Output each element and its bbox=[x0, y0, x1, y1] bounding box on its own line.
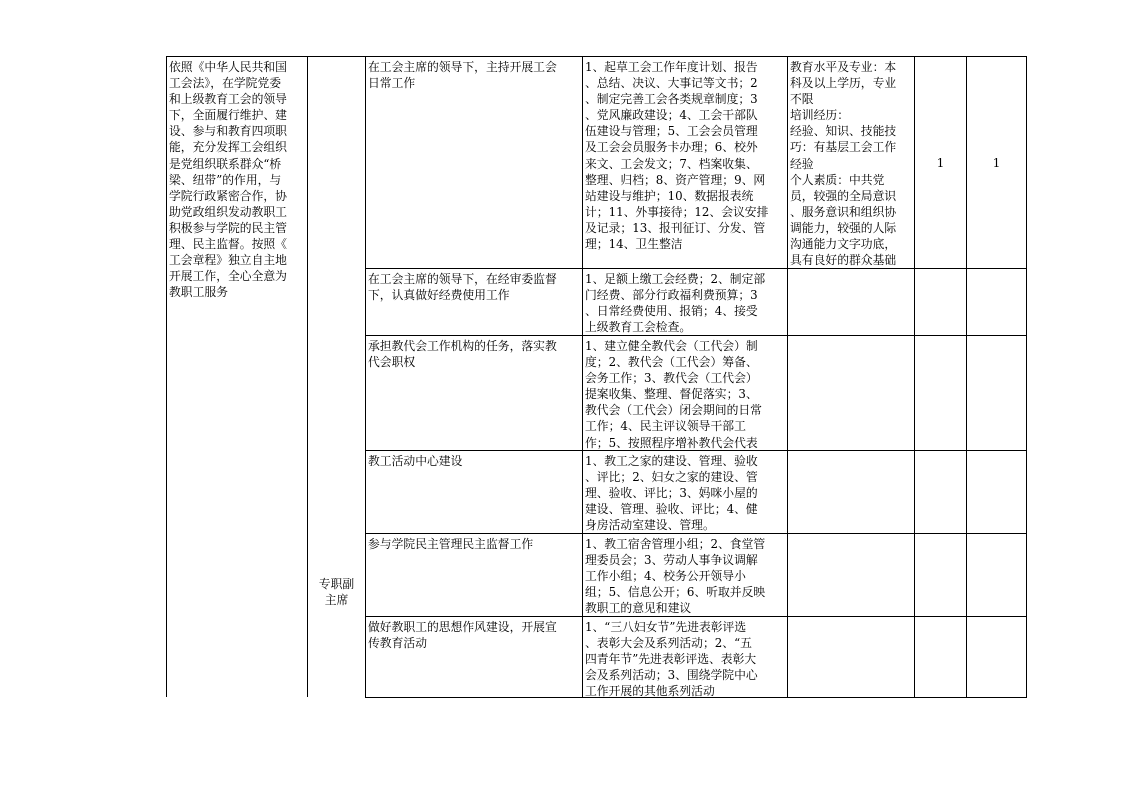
tasks-cell: 1、教工宿舍管理小组；2、食堂管 理委员会；3、劳动人事争议调解 工作小组；4、校务公开领导小 组；5、信息公开；6、听取并反映 教职工的意见和建议 bbox=[585, 537, 766, 616]
duty-cell: 在工会主席的领导下，在经审委监督 下，认真做好经费使用工作 bbox=[368, 272, 557, 303]
tasks-cell: 1、足额上缴工会经费；2、制定部 门经费、部分行政福利费预算；3 、日常经费使用、报销；4、接受 上级教育工会检查。 bbox=[585, 272, 766, 335]
duty-cell: 承担教代会工作机构的任务，落实教 代会职权 bbox=[368, 339, 557, 370]
tasks-cell: 1、建立健全教代会（工代会）制 度；2、教代会（工代会）筹备、 会务工作；3、教代会（工代会） 提案收集、整理、督促落实；3、 教代会（工代会）闭会期间的日常 工作；4、民主评议领导干部工 作；5、按照程序增补教代会代表 bbox=[585, 339, 762, 450]
duty-cell: 在工会主席的领导下，主持开展工会 日常工作 bbox=[368, 60, 557, 91]
count-a-cell: 1 bbox=[936, 156, 945, 170]
tasks-cell: 1、起草工会工作年度计划、报告 、总结、决议、大事记等文书；2 、制定完善工会各类规章制度；3 、党风廉政建设；4、工会干部队 伍建设与管理；5、工会会员管理 及工会会员服务卡办理；6、校外 来文、工会发文；7、档案收集、 整理、归档；8、资产管理；9、网 站建设与维护；10、数据报表统 计；11、外事接待；12、会议安排 及记录；13、报刊征订、分发、管 理；14、卫生整洁 bbox=[585, 60, 769, 252]
duty-cell: 教工活动中心建设 bbox=[368, 454, 463, 468]
mission-cell: 依照《中华人民共和国 工会法》，在学院党委 和上级教育工会的领导 下，全面履行维护、建 设、参与和教育四项职 能，充分发挥工会组织 是党组织联系群众“桥 梁、纽带”的作用，与 学院行政紧密合作，协 助党政组织发动教职工 积极参与学院的民主管 理、民主监督。按照《 工会章程》独立自主地 开展工作，全心全意为 教职工服务 bbox=[169, 60, 287, 300]
duty-cell: 参与学院民主管理民主监督工作 bbox=[368, 537, 534, 551]
tasks-cell: 1、“三八妇女节”先进表彰评选 、表彰大会及系列活动；2、“五 四青年节”先进表彰评选、表彰大 会及系列活动；3、围绕学院中心 工作开展的其他系列活动 bbox=[585, 620, 758, 697]
duty-cell: 做好教职工的思想作风建设，开展宣 传教育活动 bbox=[368, 620, 557, 651]
tasks-cell: 1、教工之家的建设、管理、验收 、评比；2、妇女之家的建设、管 理、验收、评比；3、妈咪小屋的 建设、管理、验收、评比；4、健 身房活动室建设、管理。 bbox=[585, 454, 758, 533]
requirements-cell: 教育水平及专业：本 科及以上学历，专业 不限 培训经历： 经验、知识、技能技 巧：有基层工会工作 经验 个人素质：中共党 员，较强的全局意识 、服务意识和组织协 调能力，较强的人际 沟通能力文字功底， 具有良好的群众基础 bbox=[790, 60, 897, 268]
position-cell: 专职副 主席 bbox=[318, 577, 355, 608]
count-b-cell: 1 bbox=[992, 156, 1001, 170]
